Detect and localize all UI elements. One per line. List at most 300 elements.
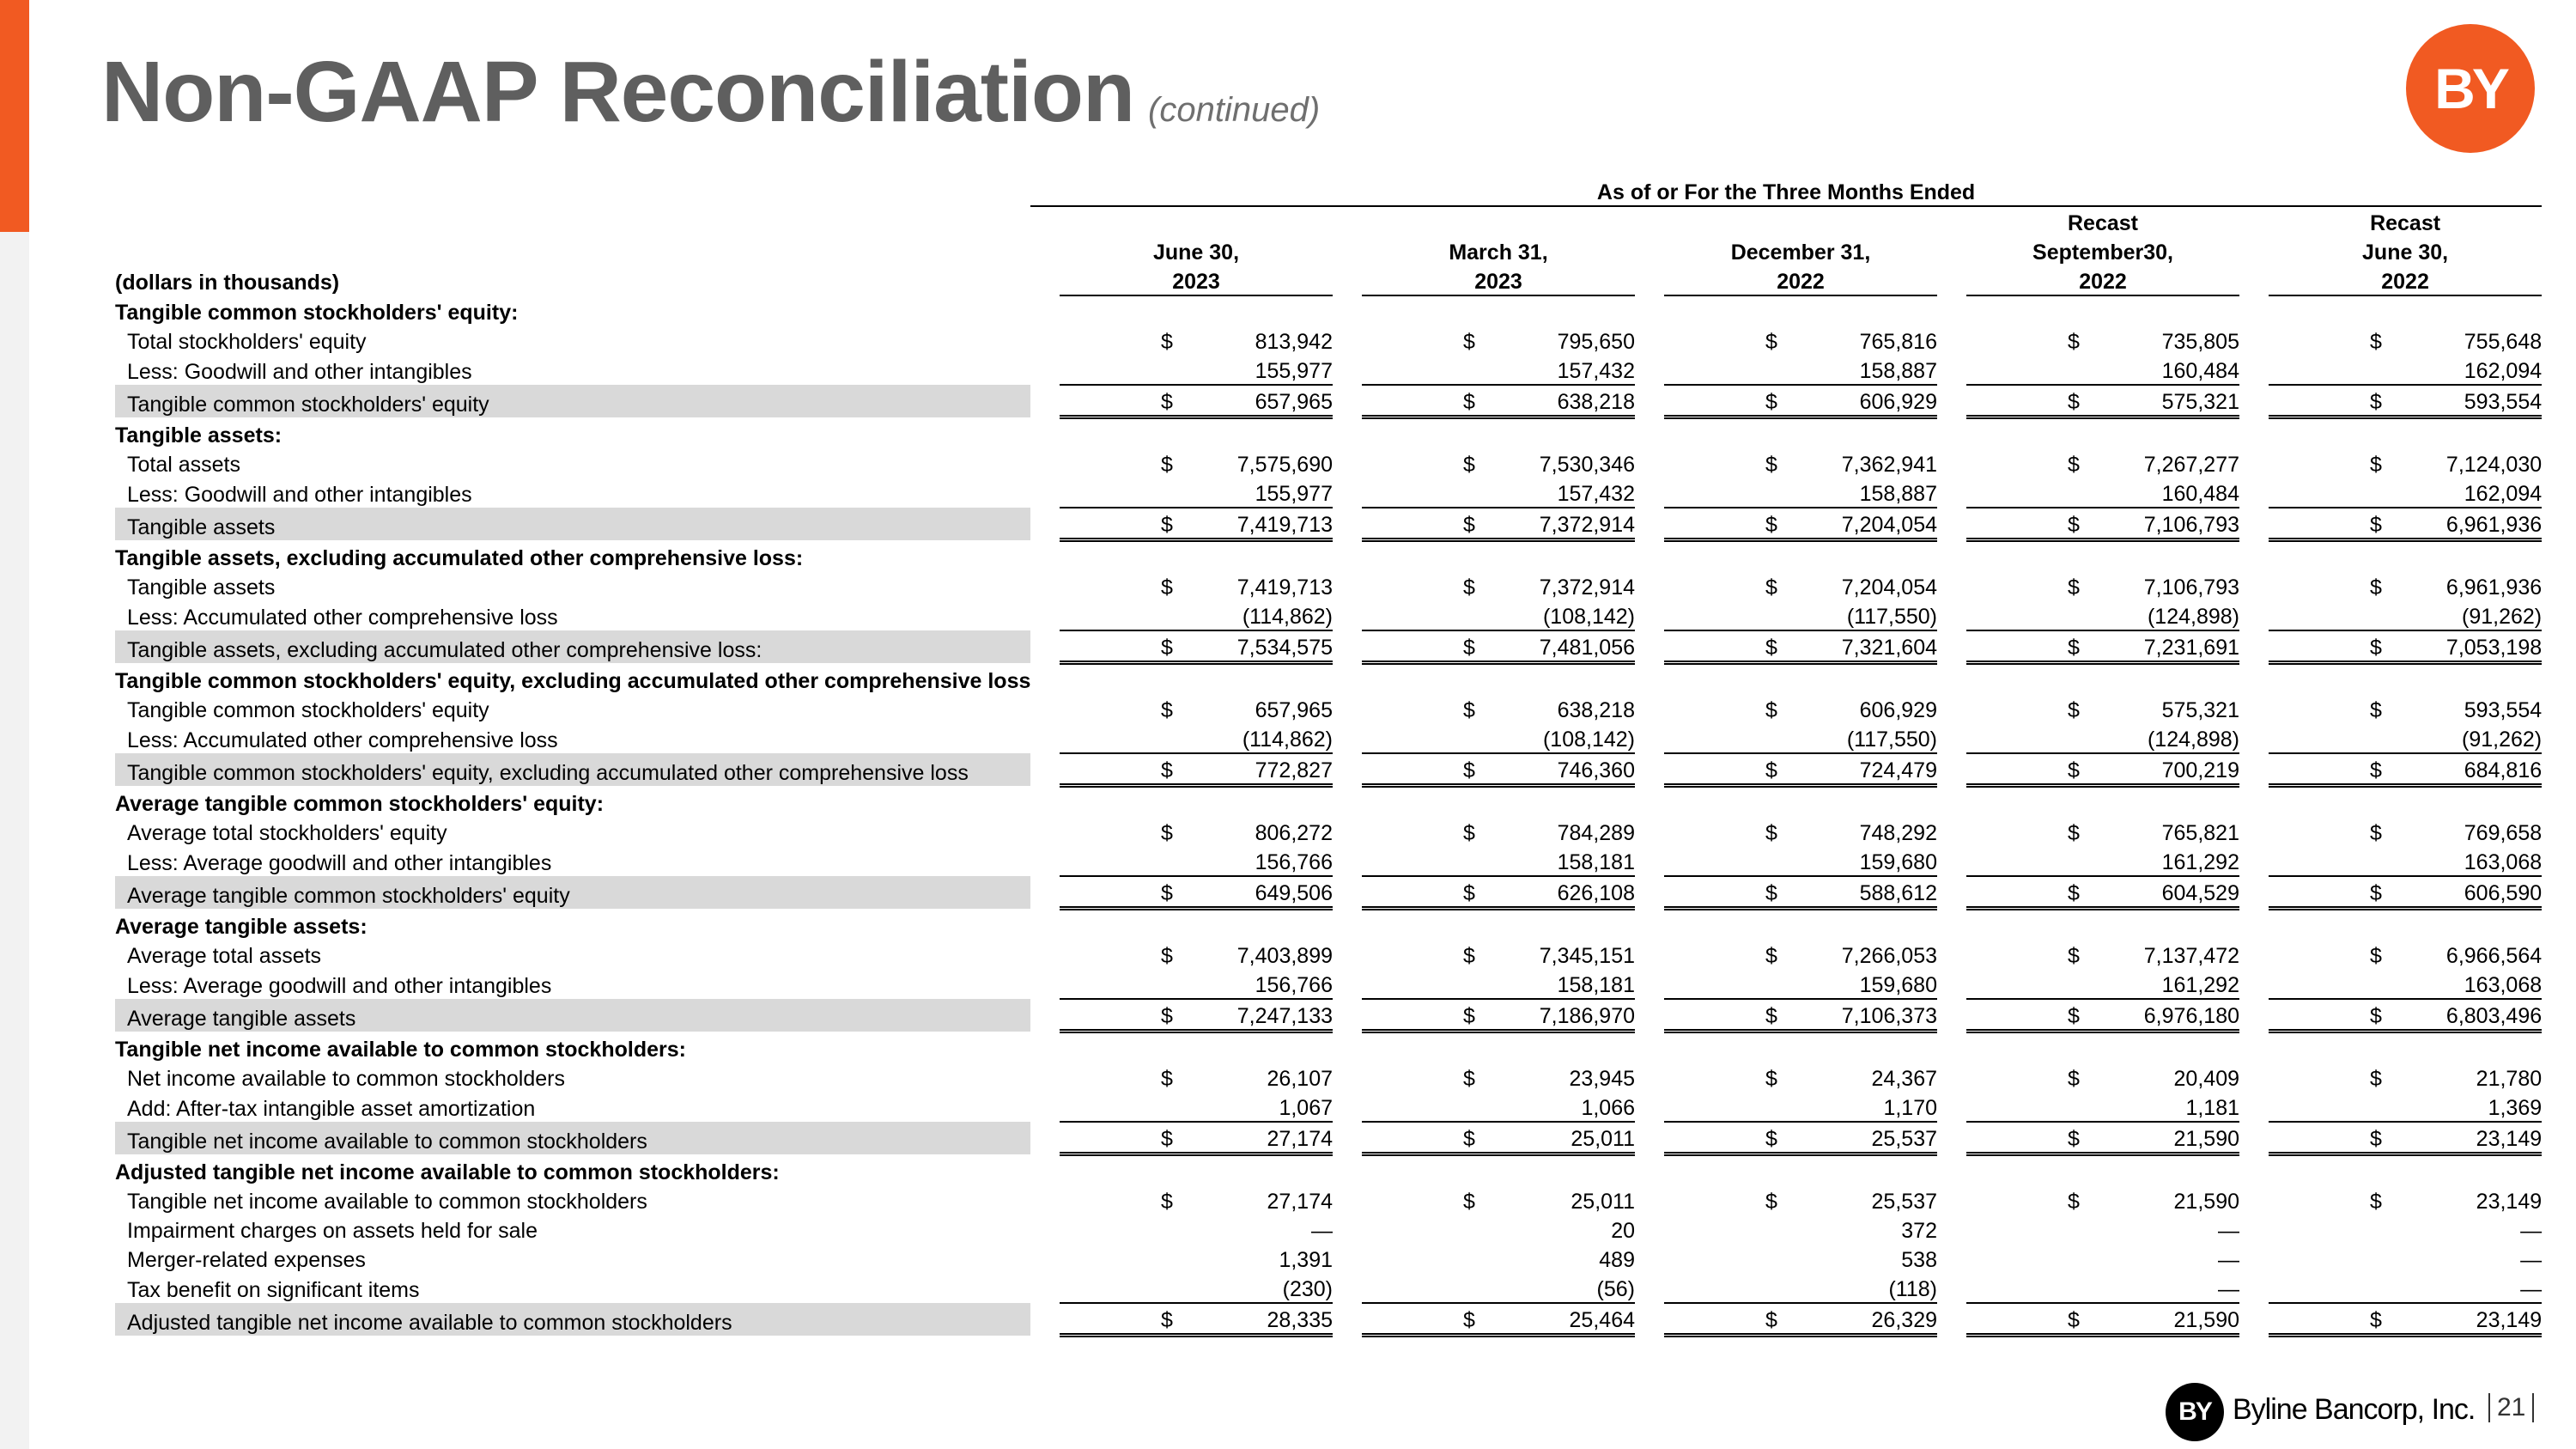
value-cell [1060,817,1333,846]
dollar-sign: $ [2370,1127,2382,1151]
value-cell [1060,1303,1333,1336]
value-cell [1060,876,1333,909]
cell-value: 27,174 [1267,1190,1333,1214]
dollar-sign [1161,482,1178,507]
dollar-sign: $ [1161,1004,1173,1028]
cell-value: 1,067 [1279,1096,1333,1120]
cell-value: (117,550) [1846,728,1937,752]
value-cell [1060,508,1333,540]
cell-value: 649,506 [1255,881,1333,905]
cell-value: 23,149 [2476,1127,2543,1151]
value-cell [1664,694,1937,723]
value-cell [1664,385,1937,417]
cell-value: (114,862) [1242,605,1333,629]
column-date: September30, [2032,240,2173,265]
section-heading: Adjusted tangible net income available to common stockholders: [115,1160,780,1184]
dollar-sign [2068,359,2085,384]
cell-value: 163,068 [2464,973,2543,997]
dollar-sign [1161,973,1178,998]
cell-value: 7,372,914 [1539,513,1635,537]
cell-value: 7,362,941 [1841,453,1937,477]
cell-value: 7,204,054 [1841,513,1937,537]
cell-value: 626,108 [1557,881,1635,905]
cell-value: 7,403,899 [1236,944,1333,968]
value-cell [2269,355,2542,385]
cell-value: 28,335 [1267,1308,1333,1332]
page-subtitle: (continued) [1148,91,1321,129]
value-cell [1362,600,1635,630]
dollar-sign [1463,1277,1480,1302]
table-row [115,694,2542,723]
dollar-sign [1463,973,1480,998]
value-cell [1060,385,1333,417]
dollar-sign: $ [2370,758,2382,782]
dollar-sign: $ [1463,1067,1475,1091]
dollar-sign [2068,1219,2085,1244]
column-pre: Recast [2370,211,2441,235]
table-row [115,571,2542,600]
total-row [115,999,2542,1032]
cell-value: 21,590 [2173,1127,2239,1151]
table-row [115,1273,2542,1303]
dollar-sign [1161,850,1178,875]
section-heading-row [115,1154,2542,1186]
cell-value: 1,181 [2185,1096,2239,1120]
cell-value: 155,977 [1255,359,1333,383]
dollar-sign [1765,973,1783,998]
value-cell [1664,508,1937,540]
dollar-sign: $ [1765,636,1777,660]
cell-value: 158,887 [1859,482,1937,506]
value-cell [1664,355,1937,385]
section-heading: Tangible net income available to common stockholders: [115,1038,686,1062]
row-label: Impairment charges on assets held for sale [127,1219,538,1243]
value-cell [2269,999,2542,1032]
byline-logo-icon: BY [2406,24,2535,153]
value-cell [1060,1122,1333,1154]
dollar-sign [1463,1219,1480,1244]
accent-bar [0,0,29,232]
cell-value: 765,821 [2161,821,2239,845]
value-cell [1362,1244,1635,1273]
cell-value: 684,816 [2464,758,2543,782]
cell-value: 7,124,030 [2445,453,2543,477]
cell-value: 795,650 [1557,330,1635,354]
cell-value: 606,590 [2464,881,2543,905]
table-row [115,940,2542,969]
dollar-sign: $ [1161,636,1173,660]
table-row [115,817,2542,846]
dollar-sign: $ [2370,453,2382,477]
dollar-sign [1463,728,1480,752]
value-cell [1664,1273,1937,1303]
table-row [115,448,2542,478]
cell-value: 21,590 [2173,1190,2239,1214]
page-title [101,43,1320,142]
company-name: Byline Bancorp, Inc. [2233,1393,2476,1426]
dollar-sign: $ [2068,513,2080,537]
value-cell [1362,1185,1635,1215]
cell-value: 7,575,690 [1236,453,1333,477]
cell-value: (124,898) [2147,605,2239,629]
dollar-sign [1161,605,1178,630]
value-cell [1060,1185,1333,1215]
dollar-sign [2068,482,2085,507]
cell-value: 575,321 [2161,390,2239,414]
value-cell [1664,448,1937,478]
units-label: (dollars in thousands) [115,271,340,295]
value-cell [1966,1185,2239,1215]
dollar-sign [1765,482,1783,507]
cell-value: 489 [1599,1248,1635,1272]
section-heading: Tangible assets, excluding accumulated other comprehensive loss: [115,546,804,570]
value-cell [1966,1273,2239,1303]
cell-value: 6,961,936 [2445,575,2543,600]
value-cell [1664,571,1937,600]
cell-value: — [2520,1219,2543,1243]
cell-value: 657,965 [1255,390,1333,414]
dollar-sign: $ [1765,944,1777,968]
value-cell [1966,385,2239,417]
column-year: 2022 [1966,265,2239,295]
column-pre [1362,206,1635,236]
cell-value: 21,780 [2476,1067,2543,1091]
column-pre: Recast [2068,211,2138,235]
cell-value: 7,321,604 [1841,636,1937,660]
table-row [115,1215,2542,1244]
value-cell [1060,326,1333,355]
value-cell [2269,817,2542,846]
dollar-sign: $ [1161,1190,1173,1214]
dollar-sign [2370,850,2387,875]
value-cell [1060,1273,1333,1303]
value-cell [1664,478,1937,508]
value-cell [1966,817,2239,846]
side-strip [0,232,29,1449]
cell-value: 7,231,691 [2143,636,2239,660]
dollar-sign: $ [2068,575,2080,600]
value-cell [2269,1062,2542,1092]
value-cell [1060,478,1333,508]
value-cell [1060,1092,1333,1122]
row-label: Less: Average goodwill and other intangibles [127,974,552,998]
value-cell [1060,723,1333,753]
dollar-sign: $ [2370,513,2382,537]
column-pre [1664,206,1937,236]
dollar-sign: $ [1765,513,1777,537]
dollar-sign: $ [1463,453,1475,477]
dollar-sign: $ [2068,821,2080,845]
row-label: Less: Accumulated other comprehensive loss [127,606,558,630]
cell-value: 7,053,198 [2445,636,2543,660]
row-label: Less: Average goodwill and other intangibles [127,851,552,875]
cell-value: 806,272 [1255,821,1333,845]
total-row [115,385,2542,417]
dollar-sign [1161,1248,1178,1273]
cell-value: 25,011 [1571,1190,1635,1214]
dollar-sign [2068,973,2085,998]
value-cell [1362,385,1635,417]
value-cell [1362,723,1635,753]
cell-value: — [2520,1277,2543,1301]
table-row [115,1244,2542,1273]
dollar-sign: $ [1765,390,1777,414]
dollar-sign: $ [1765,1190,1777,1214]
dollar-sign: $ [1463,1190,1475,1214]
cell-value: 606,929 [1859,698,1937,722]
value-cell [1060,969,1333,999]
dollar-sign: $ [1463,821,1475,845]
cell-value: (230) [1282,1277,1333,1301]
dollar-sign: $ [2068,1004,2080,1028]
value-cell [2269,1244,2542,1273]
row-label: Total stockholders' equity [127,330,367,354]
dollar-sign: $ [1161,1308,1173,1332]
value-cell [1664,999,1937,1032]
value-cell [2269,448,2542,478]
table-row [115,723,2542,753]
row-label: Net income available to common stockholders [127,1067,565,1091]
value-cell [2269,723,2542,753]
dollar-sign: $ [1161,330,1173,354]
value-cell [1966,999,2239,1032]
row-label: Average tangible common stockholders' equity [115,876,1030,909]
column-date: June 30, [1152,240,1240,265]
dollar-sign: $ [1765,1067,1777,1091]
dollar-sign [1161,1277,1178,1302]
dollar-sign: $ [1161,390,1173,414]
cell-value: 755,648 [2464,330,2543,354]
table-row [115,1092,2542,1122]
column-line1-row [115,236,2542,265]
dollar-sign [1161,1096,1178,1121]
total-row [115,508,2542,540]
column-date: March 31, [1449,240,1548,265]
total-row [115,1303,2542,1336]
value-cell [2269,940,2542,969]
cell-value: 784,289 [1557,821,1635,845]
cell-value: 6,966,564 [2445,944,2543,968]
dollar-sign [1765,605,1783,630]
dollar-sign [2370,1277,2387,1302]
dollar-sign: $ [2370,575,2382,600]
cell-value: 6,961,936 [2445,513,2543,537]
cell-value: 7,137,472 [2143,944,2239,968]
value-cell [1060,753,1333,786]
dollar-sign [1765,1277,1783,1302]
cell-value: 748,292 [1859,821,1937,845]
cell-value: 27,174 [1267,1127,1333,1151]
dollar-sign: $ [2370,944,2382,968]
cell-value: 1,369 [2488,1096,2543,1120]
value-cell [1966,1215,2239,1244]
section-heading-row [115,663,2542,695]
cell-value: 162,094 [2464,482,2543,506]
dollar-sign: $ [1765,1004,1777,1028]
cell-value: 538 [1901,1248,1937,1272]
value-cell [2269,385,2542,417]
cell-value: (117,550) [1846,605,1937,629]
table-row [115,326,2542,355]
value-cell [1362,1122,1635,1154]
cell-value: 6,803,496 [2445,1004,2543,1028]
value-cell [1966,448,2239,478]
dollar-sign [2370,482,2387,507]
table-row [115,969,2542,999]
dollar-sign: $ [2068,453,2080,477]
cell-value: (114,862) [1242,728,1333,752]
value-cell [1362,571,1635,600]
section-heading-row [115,295,2542,326]
value-cell [1060,355,1333,385]
cell-value: 7,372,914 [1539,575,1635,600]
dollar-sign: $ [1463,1127,1475,1151]
cell-value: 606,929 [1859,390,1937,414]
value-cell [1060,571,1333,600]
value-cell [1362,1092,1635,1122]
section-heading-row [115,540,2542,572]
cell-value: 158,181 [1557,973,1635,997]
dollar-sign [2370,728,2387,752]
cell-value: 1,170 [1883,1096,1937,1120]
value-cell [1966,630,2239,663]
value-cell [1362,876,1635,909]
cell-value: 160,484 [2161,482,2239,506]
cell-value: 638,218 [1557,698,1635,722]
value-cell [1966,940,2239,969]
cell-value: 156,766 [1255,973,1333,997]
value-cell [1966,1092,2239,1122]
cell-value: 25,011 [1571,1127,1635,1151]
cell-value: — [1311,1219,1333,1243]
value-cell [1362,630,1635,663]
cell-value: 159,680 [1859,850,1937,874]
cell-value: 657,965 [1255,698,1333,722]
cell-value: 25,464 [1569,1308,1635,1332]
dollar-sign: $ [1765,881,1777,905]
value-cell [1664,1092,1937,1122]
cell-value: 638,218 [1557,390,1635,414]
value-cell [1362,940,1635,969]
dollar-sign [2068,605,2085,630]
cell-value: 25,537 [1871,1127,1937,1151]
value-cell [2269,1185,2542,1215]
dollar-sign: $ [1463,1004,1475,1028]
cell-value: 575,321 [2161,698,2239,722]
value-cell [2269,846,2542,876]
section-heading-row [115,1032,2542,1063]
value-cell [2269,630,2542,663]
dollar-sign: $ [2370,821,2382,845]
value-cell [1362,1215,1635,1244]
column-date: December 31, [1730,240,1871,265]
cell-value: 163,068 [2464,850,2543,874]
value-cell [1362,1273,1635,1303]
value-cell [1966,753,2239,786]
cell-value: 1,391 [1279,1248,1333,1272]
cell-value: 7,204,054 [1841,575,1937,600]
dollar-sign: $ [1463,758,1475,782]
column-date: June 30, [2362,240,2449,265]
value-cell [1362,1062,1635,1092]
cell-value: 157,432 [1557,482,1635,506]
cell-value: (56) [1596,1277,1635,1301]
row-label: Tangible common stockholders' equity [115,385,1030,417]
cell-value: 765,816 [1859,330,1937,354]
value-cell [1060,1244,1333,1273]
page-title-text: Non-GAAP Reconciliation [101,44,1135,140]
cell-value: 24,367 [1871,1067,1937,1091]
dollar-sign: $ [2370,698,2382,722]
section-heading-row [115,909,2542,941]
cell-value: 7,530,346 [1539,453,1635,477]
cell-value: 23,945 [1569,1067,1635,1091]
dollar-sign: $ [1161,698,1173,722]
row-label: Tangible assets, excluding accumulated other comprehensive loss: [115,630,1030,663]
reconciliation-table [115,176,2542,1337]
cell-value: 26,107 [1267,1067,1333,1091]
value-cell [1966,478,2239,508]
value-cell [1966,1062,2239,1092]
cell-value: 158,887 [1859,359,1937,383]
row-label: Tangible assets [127,575,276,600]
value-cell [2269,1215,2542,1244]
row-label: Tax benefit on significant items [127,1278,420,1302]
value-cell [1966,1122,2239,1154]
table-row [115,600,2542,630]
cell-value: (108,142) [1542,728,1635,752]
value-cell [2269,571,2542,600]
dollar-sign: $ [2068,758,2080,782]
dollar-sign [1161,1219,1178,1244]
dollar-sign [2068,1096,2085,1121]
dollar-sign: $ [2370,1067,2382,1091]
row-label: Merger-related expenses [127,1248,366,1272]
dollar-sign [1463,482,1480,507]
value-cell [1362,817,1635,846]
cell-value: 588,612 [1859,881,1937,905]
dollar-sign: $ [1161,758,1173,782]
dollar-sign [2068,728,2085,752]
cell-value: 7,419,713 [1236,513,1333,537]
cell-value: 604,529 [2161,881,2239,905]
dollar-sign: $ [1463,881,1475,905]
row-label: Tangible common stockholders' equity [127,698,489,722]
value-cell [2269,969,2542,999]
dollar-sign [1161,728,1178,752]
page-number: 21 [2488,1393,2534,1422]
cell-value: (108,142) [1542,605,1635,629]
dollar-sign [2370,973,2387,998]
cell-value: 20 [1611,1219,1635,1243]
value-cell [1664,817,1937,846]
cell-value: 593,554 [2464,698,2543,722]
value-cell [1664,876,1937,909]
dollar-sign: $ [2370,1190,2382,1214]
dollar-sign: $ [2068,1067,2080,1091]
cell-value: 7,345,151 [1539,944,1635,968]
cell-value: 160,484 [2161,359,2239,383]
value-cell [1362,969,1635,999]
dollar-sign [2068,1248,2085,1273]
dollar-sign [2370,1096,2387,1121]
value-cell [2269,1092,2542,1122]
section-heading-row [115,417,2542,449]
dollar-sign [1463,605,1480,630]
section-heading: Tangible common stockholders' equity: [115,301,519,325]
value-cell [1966,600,2239,630]
dollar-sign: $ [1463,390,1475,414]
